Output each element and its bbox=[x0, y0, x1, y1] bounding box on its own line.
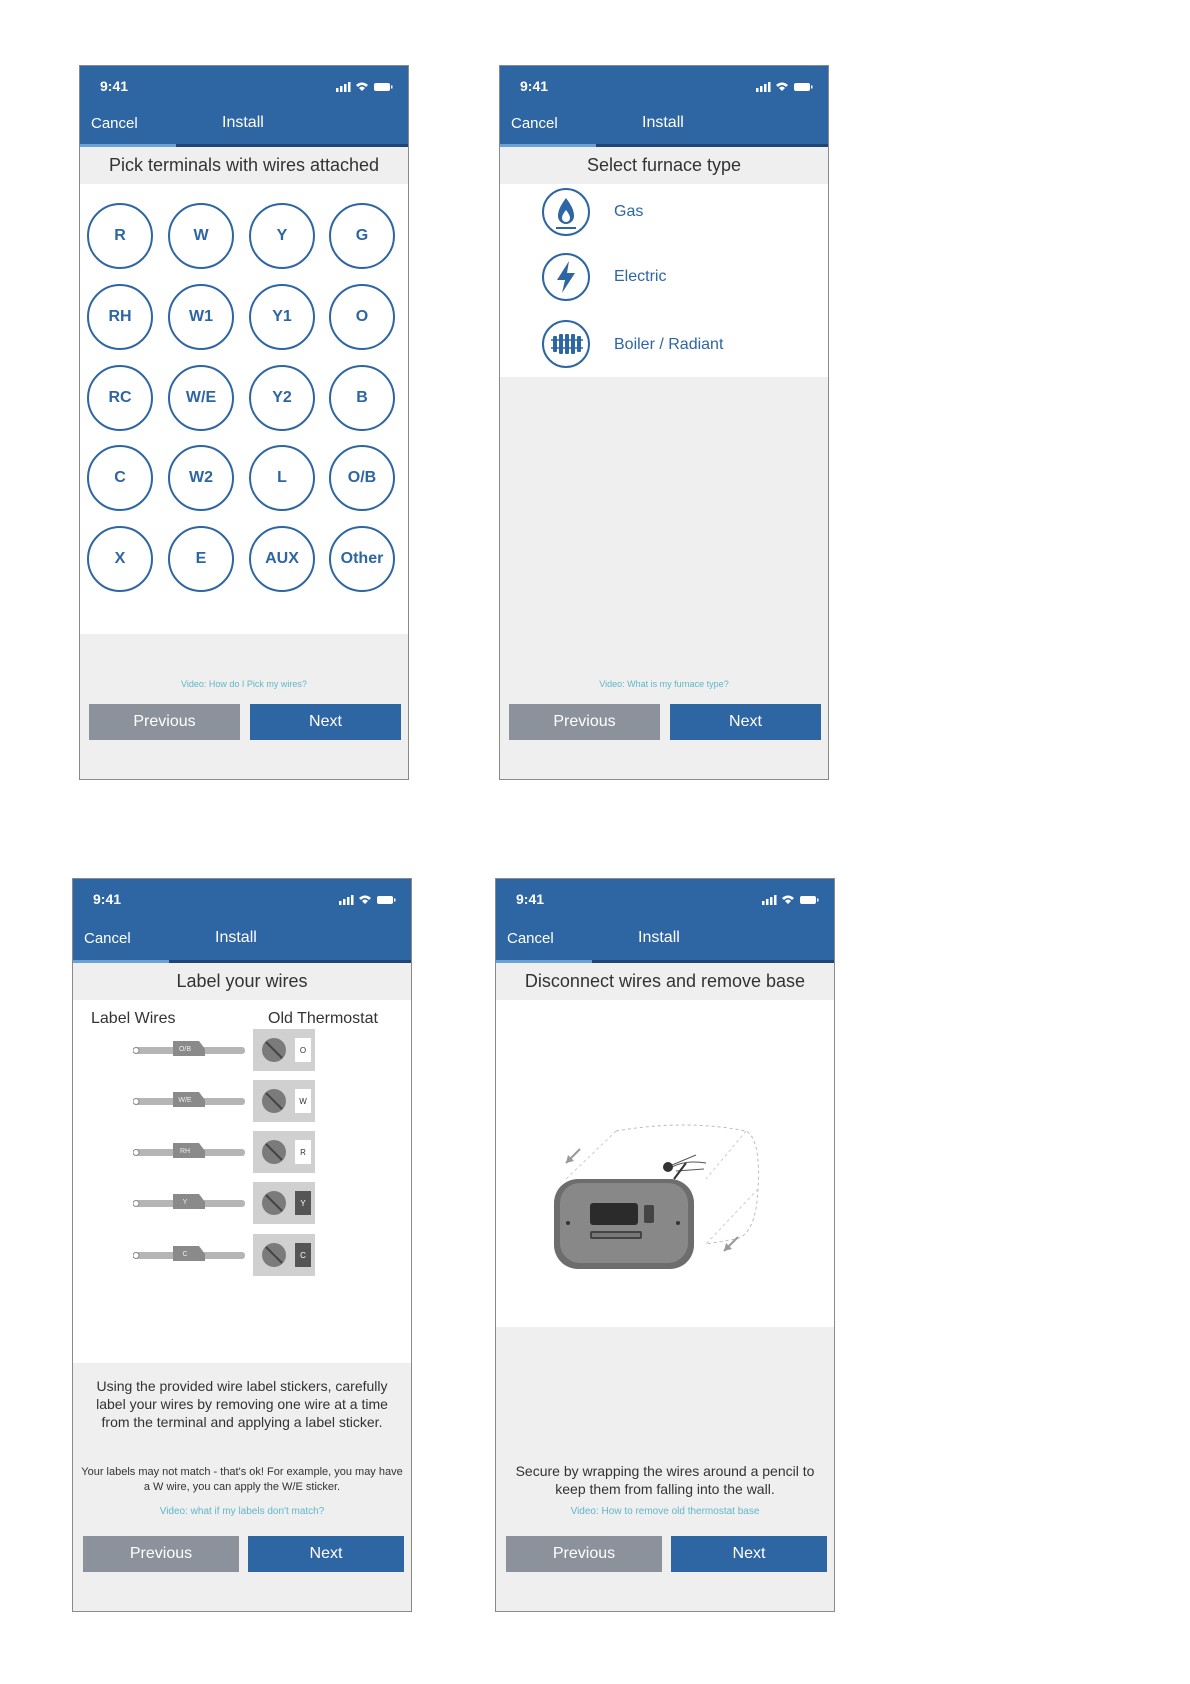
cancel-button[interactable]: Cancel bbox=[84, 930, 131, 947]
next-button[interactable]: Next bbox=[250, 704, 401, 740]
wire-row bbox=[133, 1027, 373, 1073]
radiator-icon bbox=[541, 319, 591, 369]
furnace-option-label: Gas bbox=[614, 203, 644, 220]
terminal-letter: O bbox=[299, 1046, 307, 1055]
previous-button[interactable]: Previous bbox=[506, 1536, 662, 1572]
wire-sticker-label: C bbox=[182, 1251, 188, 1258]
terminal-button[interactable]: O bbox=[329, 284, 395, 350]
terminal-button[interactable]: C bbox=[87, 445, 153, 511]
previous-button[interactable]: Previous bbox=[89, 704, 240, 740]
header-title: Install bbox=[215, 929, 257, 946]
app-header bbox=[496, 879, 834, 960]
terminal-button[interactable]: Y2 bbox=[249, 365, 315, 431]
status-time: 9:41 bbox=[516, 891, 545, 907]
wire-row bbox=[133, 1180, 373, 1226]
video-link[interactable]: Video: what if my labels don't match? bbox=[159, 1506, 325, 1517]
terminal-letter: C bbox=[300, 1251, 306, 1260]
terminal-button[interactable]: B bbox=[329, 365, 395, 431]
terminal-button[interactable]: E bbox=[168, 526, 234, 592]
previous-button[interactable]: Previous bbox=[509, 704, 660, 740]
lightning-bolt-icon bbox=[541, 252, 591, 302]
terminal-button[interactable]: Y bbox=[249, 203, 315, 269]
terminal-button[interactable]: O/B bbox=[329, 445, 395, 511]
terminal-button[interactable]: AUX bbox=[249, 526, 315, 592]
terminal-button[interactable]: Y1 bbox=[249, 284, 315, 350]
header-title: Install bbox=[642, 114, 684, 131]
next-button[interactable]: Next bbox=[671, 1536, 827, 1572]
status-icons bbox=[337, 893, 397, 907]
status-icons bbox=[760, 893, 820, 907]
wire-sticker-label: W/E bbox=[178, 1097, 192, 1104]
terminal-button[interactable]: R bbox=[87, 203, 153, 269]
wire-sticker-label: Y bbox=[182, 1199, 188, 1206]
terminal-button[interactable]: W/E bbox=[168, 365, 234, 431]
terminal-letter: R bbox=[300, 1148, 306, 1157]
status-icons bbox=[334, 80, 394, 94]
wire-row bbox=[133, 1078, 373, 1124]
old-thermostat-heading: Old Thermostat bbox=[268, 1010, 378, 1027]
wire-sticker-label: O/B bbox=[178, 1046, 192, 1053]
furnace-option-label: Boiler / Radiant bbox=[614, 336, 724, 353]
video-link[interactable]: Video: How to remove old thermostat base bbox=[570, 1506, 760, 1517]
video-link[interactable]: Video: How do I Pick my wires? bbox=[181, 679, 307, 689]
next-button[interactable]: Next bbox=[670, 704, 821, 740]
phone-screen-furnace-type bbox=[499, 65, 829, 780]
terminal-button[interactable]: W bbox=[168, 203, 234, 269]
cancel-button[interactable]: Cancel bbox=[507, 930, 554, 947]
app-header bbox=[500, 66, 828, 147]
cancel-button[interactable]: Cancel bbox=[511, 115, 558, 132]
phone-screen-remove-base bbox=[495, 878, 835, 1612]
phone-screen-label-wires bbox=[72, 878, 412, 1612]
terminal-letter: Y bbox=[300, 1199, 306, 1208]
app-header bbox=[73, 879, 411, 960]
thermostat-base-illustration bbox=[546, 1119, 786, 1299]
status-time: 9:41 bbox=[100, 78, 129, 94]
status-time: 9:41 bbox=[93, 891, 122, 907]
page-subtitle: Select furnace type bbox=[500, 147, 828, 184]
furnace-option-label: Electric bbox=[614, 268, 667, 285]
wire-sticker-label: RH bbox=[179, 1148, 191, 1155]
previous-button[interactable]: Previous bbox=[83, 1536, 239, 1572]
terminal-button[interactable]: RC bbox=[87, 365, 153, 431]
status-time: 9:41 bbox=[520, 78, 549, 94]
header-title: Install bbox=[222, 114, 264, 131]
page-subtitle: Pick terminals with wires attached bbox=[80, 147, 408, 184]
page-subtitle: Label your wires bbox=[73, 963, 411, 1000]
instruction-text: Secure by wrapping the wires around a pencil to keep them from falling into the wall. bbox=[515, 1463, 815, 1497]
cancel-button[interactable]: Cancel bbox=[91, 115, 138, 132]
wire-sticker-icon bbox=[173, 1246, 205, 1261]
terminal-button[interactable]: G bbox=[329, 203, 395, 269]
terminal-button[interactable]: RH bbox=[87, 284, 153, 350]
video-link[interactable]: Video: What is my furnace type? bbox=[599, 679, 729, 689]
wire-row bbox=[133, 1129, 373, 1175]
next-button[interactable]: Next bbox=[248, 1536, 404, 1572]
header-title: Install bbox=[638, 929, 680, 946]
wire-sticker-icon bbox=[173, 1194, 205, 1209]
instruction-text: Using the provided wire label stickers, carefully label your wires by removing one wire at a time from the terminal and applying a label sticker. bbox=[96, 1378, 388, 1430]
flame-icon bbox=[541, 187, 591, 237]
terminal-button[interactable]: X bbox=[87, 526, 153, 592]
terminal-button[interactable]: L bbox=[249, 445, 315, 511]
app-header bbox=[80, 66, 408, 147]
page-subtitle: Disconnect wires and remove base bbox=[496, 963, 834, 1000]
terminal-letter: W bbox=[299, 1097, 307, 1106]
terminal-button[interactable]: W1 bbox=[168, 284, 234, 350]
status-icons bbox=[754, 80, 814, 94]
terminal-button[interactable]: Other bbox=[329, 526, 395, 592]
wire-row bbox=[133, 1232, 373, 1278]
phone-screen-pick-terminals bbox=[79, 65, 409, 780]
instruction-note: Your labels may not match - that's ok! For example, you may have a W wire, you can apply the W/E sticker. bbox=[81, 1466, 403, 1493]
label-wires-heading: Label Wires bbox=[91, 1010, 176, 1027]
terminal-button[interactable]: W2 bbox=[168, 445, 234, 511]
